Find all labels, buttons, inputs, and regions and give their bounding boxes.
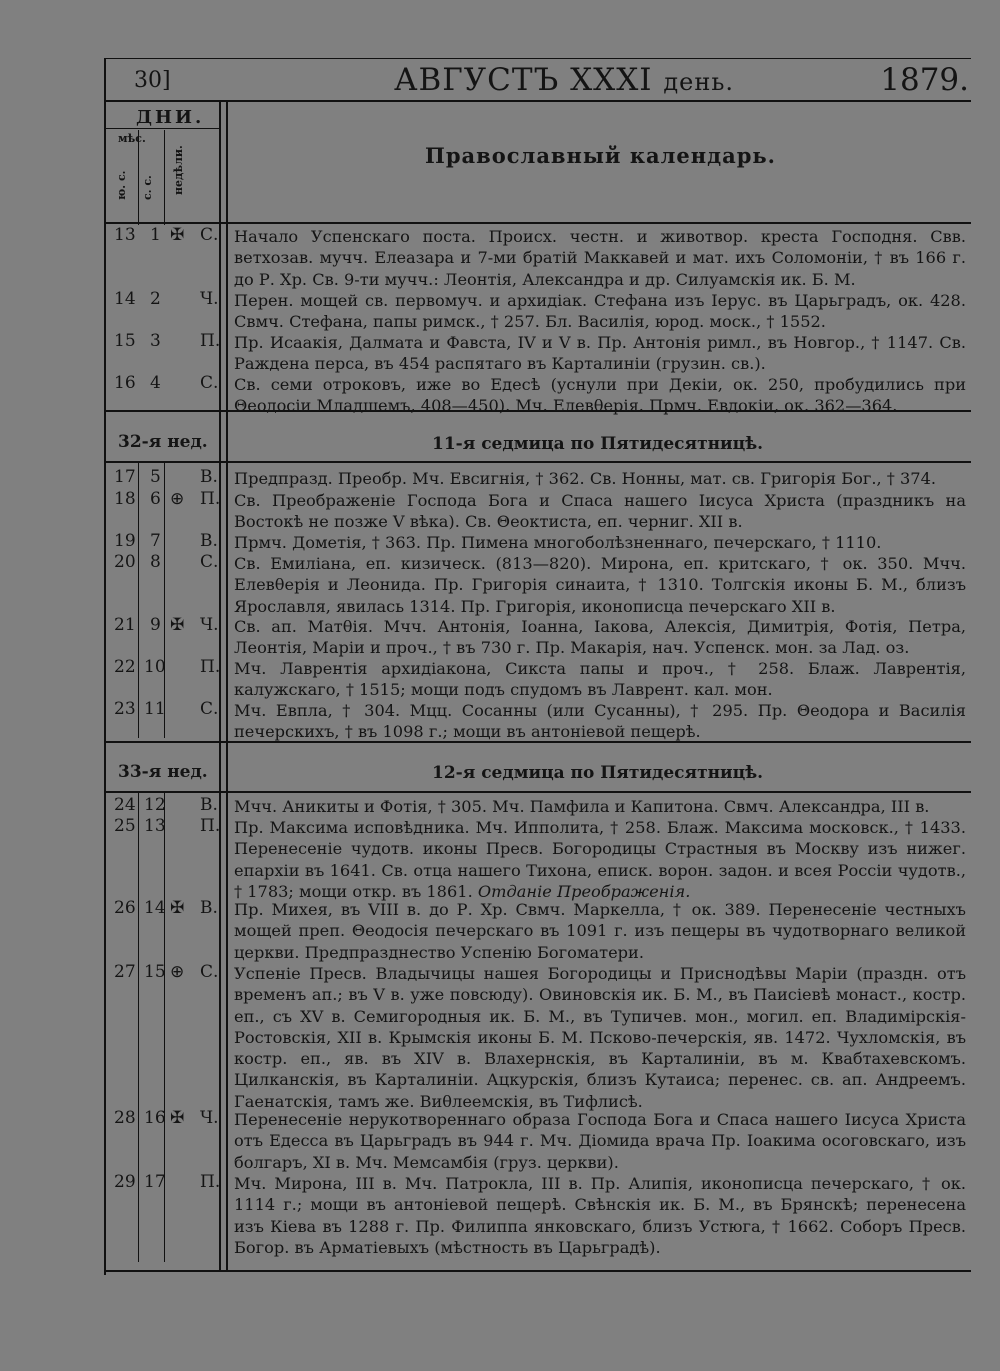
new-style-day: 15 <box>114 331 136 351</box>
old-style-day: 13 <box>144 816 166 836</box>
sedmica-12-label: 12-я седмица по Пятидесятницѣ. <box>432 763 764 783</box>
new-style-day: 16 <box>114 373 136 393</box>
calendar-title: Православный календарь. <box>425 143 776 168</box>
new-style-day: 22 <box>114 657 136 677</box>
month-title <box>394 62 734 98</box>
entry-day-4: Св. семи отроковъ, иже во Едесѣ (уснули при Декіи, ок. 250, пробудились при Θеодосіи Младшемъ, 408—450). Мч. Елевθерія. Прмч. Евдокіи, ок. 362—364. <box>234 375 966 416</box>
day-row <box>108 373 228 395</box>
entry-day-12: Мчч. Аникиты и Фотія, † 305. Мч. Памфила и Капитона. Свмч. Александра, III в. <box>234 797 930 816</box>
weekday: В. <box>200 467 218 487</box>
day-row <box>108 898 228 920</box>
feast-cross-icon: ✠ <box>170 1108 185 1128</box>
entry-day-10: Мч. Лаврентія архидіакона, Сикста папы и проч., † 258. Блаж. Лаврентія, калужскаго, † 1515; мощи подъ спудомъ въ Лаврент. кал. мон. <box>234 659 966 700</box>
page-number: 30] <box>134 68 171 93</box>
day-row <box>108 962 228 984</box>
old-style-day: 14 <box>144 898 166 918</box>
day-row <box>108 552 228 574</box>
day-row <box>108 467 228 489</box>
new-style-day: 13 <box>114 225 136 245</box>
entry-day-11: Мч. Евпла, † 304. Мцц. Сосанны (или Сусанны), † 295. Пр. Θеодора и Василія печерскихъ, † въ 1098 г.; мощи въ антоніевой пещерѣ. <box>234 701 966 742</box>
feast-cross-icon: ✠ <box>170 615 185 635</box>
entry-day-16: Перенесеніе нерукотвореннаго образа Господа Бога и Спаса нашего Іисуса Христа отъ Едесса въ Царьградъ въ 944 г. Мч. Діомида врача Пр. Іоакима осоговскаго, изъ болгаръ, XI в. Мч. Мемсамбія (груз. церкви). <box>234 1110 966 1172</box>
day-row <box>108 615 228 637</box>
entry-day-9: Св. ап. Матθія. Мчч. Антонія, Іоанна, Іакова, Алексія, Димитрія, Фотія, Петра, Леонтія, Маріи и проч., † въ 730 г. Пр. Макарія, нач. Успенск. мон. за Лад. оз. <box>234 617 966 658</box>
days-column-divider <box>219 100 221 1270</box>
entry-day-13-text: Пр. Максима исповѣдника. Мч. Ипполита, † 258. Блаж. Максима московск., † 1433. Перенесеніе чудотв. иконы Пресв. Богородицы Страстныя въ Москву изъ нижег. епархіи въ 1641. Св. отца нашего Тихона, еписк. ворон. задон. и всея Россіи чудотв., † 1783; мощи откр. въ 1861. <box>234 818 966 901</box>
weekday: П. <box>200 489 221 509</box>
entry-day-13 <box>234 817 966 902</box>
new-style-day: 24 <box>114 795 136 815</box>
week-33-label: 33-я нед. <box>118 762 208 782</box>
new-style-day: 14 <box>114 289 136 309</box>
weekday: Ч. <box>200 289 219 309</box>
new-style-day: 18 <box>114 489 136 509</box>
entry-day-8: Св. Емиліана, еп. кизическ. (813—820). Мирона, еп. критскаго, † ок. 350. Мчч. Елевθерія и Леонида. Пр. Григорія синаита, † 1310. Толгскія иконы Б. М., близъ Ярославля, явилась 1314. Пр. Григорія, иконописца печерскаго XII в. <box>234 554 966 616</box>
old-style-day: 8 <box>150 552 161 572</box>
entry-day-14: Пр. Михея, въ VIII в. до Р. Хр. Свмч. Маркелла, † ок. 389. Перенесеніе честныхъ мощей преп. Θеодосія печерскаго въ 1091 г. изъ пещеры въ чудотворнаго великой церкви. Предпразднество Успенію Богоматери. <box>234 900 966 962</box>
day-row <box>108 699 228 721</box>
entry-day-3: Пр. Исаакія, Далмата и Фавста, IV и V в. Пр. Антонія римл., въ Новгор., † 1147. Св. Раждена перса, въ 454 распятаго въ Карталиніи (грузин. св.). <box>234 333 966 374</box>
great-feast-icon: ⊕ <box>170 962 185 982</box>
day-row <box>108 795 228 817</box>
weekday: В. <box>200 531 218 551</box>
old-style-day: 2 <box>150 289 161 309</box>
new-style-day: 26 <box>114 898 136 918</box>
day-word: день. <box>663 68 735 96</box>
col-divider-b <box>164 130 165 225</box>
old-style-day: 15 <box>144 962 166 982</box>
entry-day-17: Мч. Мирона, III в. Мч. Патрокла, III в. Пр. Алипія, иконописца печерскаго, † ок. 1114 г.; мощи въ антоніевой пещерѣ. Свѣнскія ик. Б. М., въ Брянскѣ; перенесена изъ Кіева въ 1288 г. Пр. Филиппа янковскаго, близъ Устюга, † 1662. Соборъ Пресв. Богор. въ Арматіевыхъ (мѣстность въ Царьградѣ). <box>234 1174 966 1257</box>
old-style-day: 12 <box>144 795 166 815</box>
new-style-day: 21 <box>114 615 136 635</box>
old-style-day: 1 <box>150 225 161 245</box>
page-header <box>104 62 971 102</box>
old-style-day: 3 <box>150 331 161 351</box>
entry-day-1: Начало Успенскаго поста. Происх. честн. и животвор. креста Господня. Свв. ветхозав. мучч. Елеазара и 7-ми братій Маккавей и мат. ихъ Соломоніи, † въ 166 г. до Р. Хр. Св. 9-ти мучч.: Леонтія, Александра и др. Силуамскія ик. Б. М. <box>234 227 966 289</box>
weekday: С. <box>200 962 219 982</box>
day-row <box>108 816 228 838</box>
day-row <box>108 331 228 353</box>
new-style-day: 23 <box>114 699 136 719</box>
old-style-day: 4 <box>150 373 161 393</box>
day-row <box>108 1172 228 1194</box>
weekday: Ч. <box>200 615 219 635</box>
day-row <box>108 225 228 247</box>
new-style-day: 25 <box>114 816 136 836</box>
old-style-label: ю. с. <box>115 170 128 200</box>
day-row <box>108 1108 228 1130</box>
entry-day-13-italic: Отданіе Преображенія. <box>477 881 691 901</box>
old-style-day: 11 <box>144 699 166 719</box>
new-style-day: 27 <box>114 962 136 982</box>
colhead-rule-2 <box>104 222 971 224</box>
section-rule-1b <box>104 461 971 463</box>
bottom-rule <box>104 1270 971 1272</box>
old-style-day: 6 <box>150 489 161 509</box>
weekday: П. <box>200 657 221 677</box>
section-rule-2b <box>104 791 971 793</box>
weekday: Ч. <box>200 1108 219 1128</box>
feast-cross-icon: ✠ <box>170 898 185 918</box>
days-column-divider-2 <box>226 100 228 1270</box>
feast-cross-icon: ✠ <box>170 225 185 245</box>
colhead-rule <box>104 128 219 129</box>
entry-day-2: Перен. мощей св. первомуч. и архидіак. Стефана изъ Іерус. въ Царьградъ, ок. 428. Свмч. Стефана, папы римск., † 257. Бл. Василія, юрод. моск., † 1552. <box>234 291 966 332</box>
days-label: ДНИ. <box>136 107 205 128</box>
weekday-label: недѣли. <box>172 145 185 195</box>
weekday: С. <box>200 373 219 393</box>
old-style-day: 9 <box>150 615 161 635</box>
weekday: В. <box>200 795 218 815</box>
day-row <box>108 489 228 511</box>
year: 1879. <box>880 62 969 98</box>
weekday: С. <box>200 552 219 572</box>
frame-left <box>104 58 106 1275</box>
new-style-day: 20 <box>114 552 136 572</box>
entry-day-7: Прмч. Дометія, † 363. Пр. Пимена многоболѣзненнаго, печерскаго, † 1110. <box>234 533 882 552</box>
weekday: П. <box>200 816 221 836</box>
months-label: мѣс. <box>118 132 146 145</box>
sedmica-11-label: 11-я седмица по Пятидесятницѣ. <box>432 434 764 454</box>
new-style-day: 29 <box>114 1172 136 1192</box>
weekday: С. <box>200 225 219 245</box>
new-style-label: с. с. <box>141 175 154 200</box>
old-style-day: 10 <box>144 657 166 677</box>
top-rule <box>104 58 971 59</box>
day-row <box>108 531 228 553</box>
week-32-label: 32-я нед. <box>118 432 208 452</box>
month-title-text: АВГУСТЪ XXXI <box>394 62 653 98</box>
weekday: С. <box>200 699 219 719</box>
entry-day-15: Успеніе Пресв. Владычицы нашея Богородицы и Приснодѣвы Маріи (праздн. отъ временъ ап.; въ V в. уже повсюду). Овиновскія ик. Б. М., въ Паисіевѣ монаст., костр. еп., съ XV в. Семигородныя ик. Б. М., въ Тупичев. мон., могил. еп. Владимірскія-Ростовскія, XII в. Крымскія иконы Б. М. Псково-печерскія, яв. 1472. Чухломскія, въ костр. еп., яв. въ XIV в. Влахернскія, въ Карталиніи, въ м. Квабтахевскомъ. Цилканскія, въ Карталиніи. Ацкурскія, близъ Кутаиса; перенес. св. ап. Андреемъ. Гаенатскія, тамъ же. Виθлеемскія, въ Тифлисѣ. <box>234 964 966 1111</box>
new-style-day: 17 <box>114 467 136 487</box>
new-style-day: 28 <box>114 1108 136 1128</box>
entry-day-6: Св. Преображеніе Господа Бога и Спаса нашего Іисуса Христа (праздникъ на Востокѣ не позже V вѣка). Св. Θеоктиста, еп. черниг. XII в. <box>234 491 966 532</box>
weekday: В. <box>200 898 218 918</box>
day-row <box>108 289 228 311</box>
weekday: П. <box>200 331 221 351</box>
old-style-day: 16 <box>144 1108 166 1128</box>
entry-day-5: Предпразд. Преобр. Мч. Евсигнія, † 362. Св. Нонны, мат. св. Григорія Бог., † 374. <box>234 469 937 488</box>
new-style-day: 19 <box>114 531 136 551</box>
great-feast-icon: ⊕ <box>170 489 185 509</box>
day-row <box>108 657 228 679</box>
old-style-day: 17 <box>144 1172 166 1192</box>
old-style-day: 5 <box>150 467 161 487</box>
old-style-day: 7 <box>150 531 161 551</box>
weekday: П. <box>200 1172 221 1192</box>
